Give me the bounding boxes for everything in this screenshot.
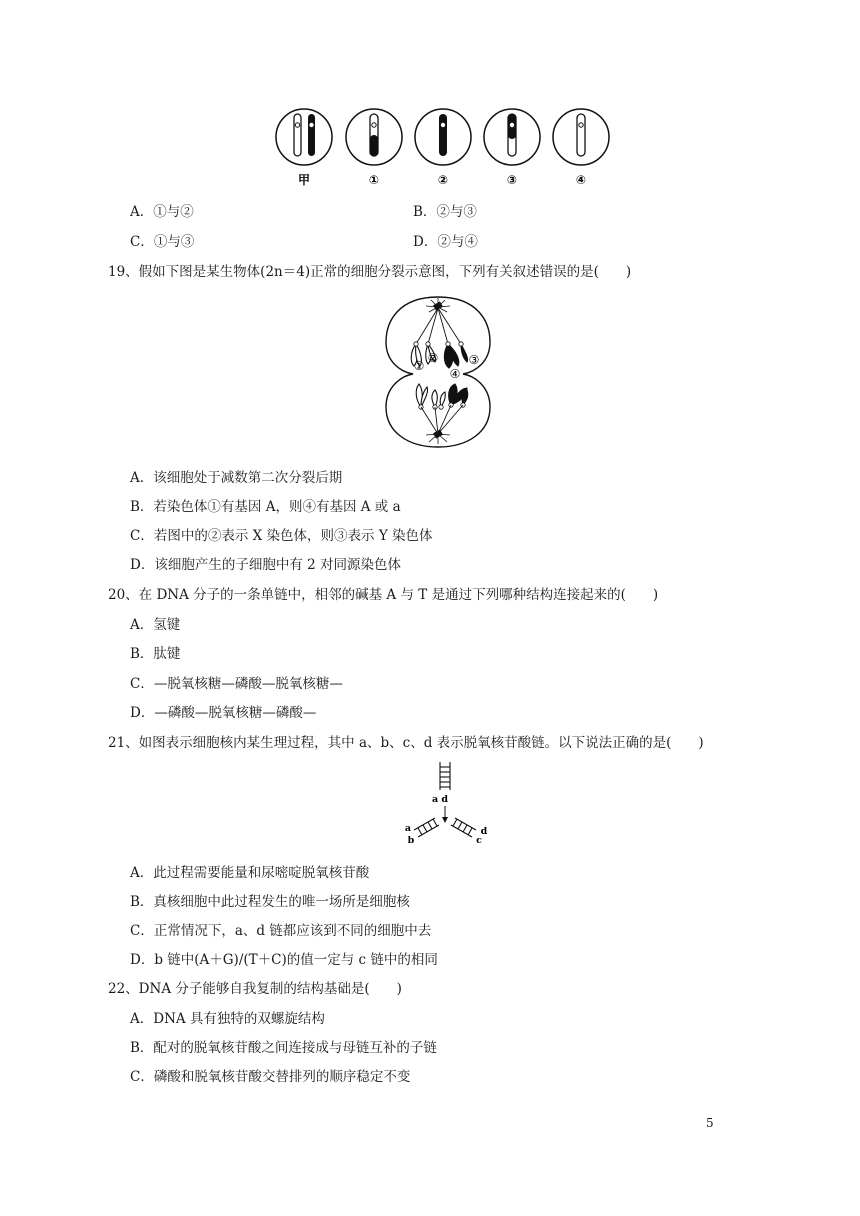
fig21-label-b: b <box>407 835 415 846</box>
q20-option-d: D．—磷酸—脱氧核糖—磷酸— <box>130 705 317 721</box>
circle-2 <box>415 109 471 165</box>
fig21-label-top: a d <box>431 794 449 805</box>
q20-option-a: A．氢键 <box>130 617 181 633</box>
q22-option-b: B．配对的脱氧核苷酸之间连接成与母链互补的子链 <box>130 1040 437 1056</box>
q21-option-b: B．真核细胞中此过程发生的唯一场所是细胞核 <box>130 894 410 910</box>
q18-option-a: A．①与② <box>130 204 194 220</box>
q21-option-d: D．b 链中(A＋G)/(T＋C)的值一定与 c 链中的相同 <box>130 952 438 968</box>
fig19-label-2: ② <box>427 351 439 365</box>
fig18-label-1: ① <box>368 173 380 187</box>
q21-option-a: A．此过程需要能量和尿嘧啶脱氧核苷酸 <box>130 865 370 881</box>
q20-option-b: B．肽键 <box>130 646 181 662</box>
q22-option-c: C．磷酸和脱氧核苷酸交替排列的顺序稳定不变 <box>130 1069 411 1085</box>
q18-option-b: B．②与③ <box>413 204 477 220</box>
fig21-label-a-left: a <box>404 823 412 834</box>
fig21-label-c: c <box>476 835 482 846</box>
fig18-label-jia: 甲 <box>297 173 311 187</box>
q18-option-c: C．①与③ <box>130 234 195 250</box>
q22-option-a: A．DNA 具有独特的双螺旋结构 <box>130 1011 325 1027</box>
chromosome-circles-figure <box>270 104 620 189</box>
cell-division-figure <box>383 292 493 452</box>
circle-3 <box>484 109 540 165</box>
q21-stem: 21、如图表示细胞核内某生理过程，其中 a、b、c、d 表示脱氧核苷酸链。以下说法正确的是( ) <box>108 735 704 751</box>
circle-4 <box>553 109 609 165</box>
page-number: 5 <box>706 1116 714 1130</box>
circle-jia <box>276 109 332 165</box>
circle-1 <box>346 109 402 165</box>
q19-option-a: A．该细胞处于减数第二次分裂后期 <box>130 470 343 486</box>
q19-stem: 19、假如下图是某生物体(2n＝4)正常的细胞分裂示意图，下列有关叙述错误的是( ) <box>108 264 632 280</box>
dna-replication-figure <box>400 760 495 848</box>
fig19-label-4: ④ <box>449 367 461 381</box>
q20-stem: 20、在 DNA 分子的一条单链中，相邻的碱基 A 与 T 是通过下列哪种结构连接起来的( ) <box>108 587 659 603</box>
q19-option-c: C．若图中的②表示 X 染色体，则③表示 Y 染色体 <box>130 528 433 544</box>
q19-option-b: B．若染色体①有基因 A，则④有基因 A 或 a <box>130 499 401 515</box>
fig18-label-2: ② <box>437 173 449 187</box>
lower-chromosomes <box>416 384 468 407</box>
q18-option-d: D．②与④ <box>413 234 478 250</box>
fig18-label-3: ③ <box>506 173 518 187</box>
fig18-label-4: ④ <box>575 173 587 187</box>
fig19-label-3: ③ <box>468 353 480 367</box>
fig21-label-d: d <box>480 826 488 837</box>
q22-stem: 22、DNA 分子能够自我复制的结构基础是( ) <box>108 981 402 997</box>
q20-option-c: C．—脱氧核糖—磷酸—脱氧核糖— <box>130 676 343 692</box>
fig19-label-1: ① <box>413 359 425 373</box>
q19-option-d: D．该细胞产生的子细胞中有 2 对同源染色体 <box>130 557 401 573</box>
q21-option-c: C．正常情况下，a、d 链都应该到不同的细胞中去 <box>130 923 432 939</box>
